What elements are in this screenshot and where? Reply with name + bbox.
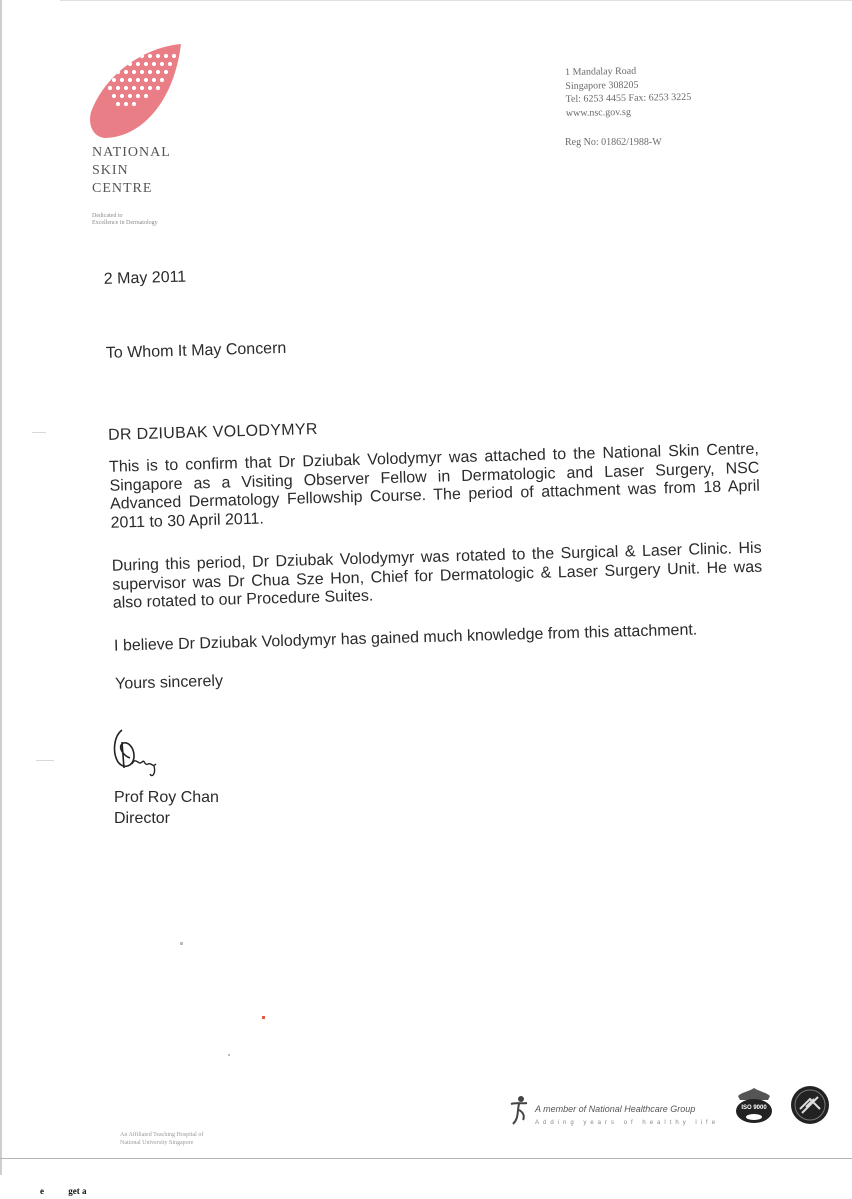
address-block: [565, 64, 692, 120]
org-tagline: [92, 213, 158, 227]
iso-certification-badge: [734, 1086, 774, 1128]
scan-speck: [262, 1016, 265, 1019]
closing: Yours sincerely: [114, 672, 224, 693]
nhg-tagline: Adding years of healthy life: [535, 1120, 720, 1126]
address-line: 1 Mandalay Road: [565, 65, 637, 78]
scan-speck: [228, 1054, 230, 1056]
bottom-scrap-text: [40, 1186, 109, 1196]
nhg-member-text: A member of National Healthcare Group: [535, 1104, 696, 1114]
scan-speck: [180, 942, 183, 945]
page-edge-top: [60, 0, 852, 1]
affiliation-line: National University Singapore: [120, 1140, 194, 1146]
paragraph: During this period, Dr Dziubak Volodymyr was rotated to the Surgical & Laser Clinic. His supervisor was Dr Chua Sze Hon, Chief for Dermatologic & Laser Surgery Unit. He was also rotated to our Procedure Suites.: [111, 539, 763, 612]
tagline-line: Dedicated to: [92, 213, 123, 219]
page-edge: [0, 0, 2, 1175]
signatory-name: Prof Roy Chan: [114, 789, 219, 806]
nhg-logo-icon: [505, 1094, 531, 1126]
org-name: [92, 144, 171, 198]
registration-number: Reg No: 01862/1988-W: [565, 137, 662, 148]
address-line: Tel: 6253 4455 Fax: 6253 3225: [565, 91, 692, 105]
iso-label: ISO 9000: [741, 1105, 767, 1111]
address-line: Singapore 308205: [565, 79, 639, 92]
scrap-fragment: get a: [68, 1186, 87, 1196]
nsc-logo: [86, 42, 186, 142]
scan-speck: [32, 432, 46, 433]
seal-badge-icon: [790, 1085, 830, 1125]
subject-line: DR DZIUBAK VOLODYMYR: [107, 420, 318, 444]
affiliation-line: An Affiliated Teaching Hospital of: [120, 1132, 204, 1138]
scrap-fragment: e: [40, 1186, 44, 1196]
signatory-title: Director: [114, 810, 171, 827]
signature: [108, 722, 178, 782]
paragraph: This is to confirm that Dr Dziubak Volodymyr was attached to the National Skin Centre, Singapore as a Visiting Observer Fellow in Dermatologic and Laser Surgery, NSC Advanced Dermatology Fellowship Course. The period of attachment was from 18 April 2011 to 30 April 2011.: [108, 440, 761, 532]
org-name-line: SKIN: [92, 163, 129, 178]
scan-speck: [36, 760, 54, 761]
org-name-line: CENTRE: [92, 181, 153, 196]
org-name-line: NATIONAL: [92, 145, 171, 160]
tagline-line: Excellence in Dermatology: [92, 220, 158, 226]
letter-date: 2 May 2011: [103, 268, 187, 288]
page-bottom-edge: [0, 1158, 852, 1159]
address-line: www.nsc.gov.sg: [565, 106, 632, 119]
affiliation-note: [120, 1131, 203, 1147]
paragraph: I believe Dr Dziubak Volodymyr has gained much knowledge from this attachment.: [113, 621, 698, 655]
salutation: To Whom It May Concern: [105, 339, 287, 362]
